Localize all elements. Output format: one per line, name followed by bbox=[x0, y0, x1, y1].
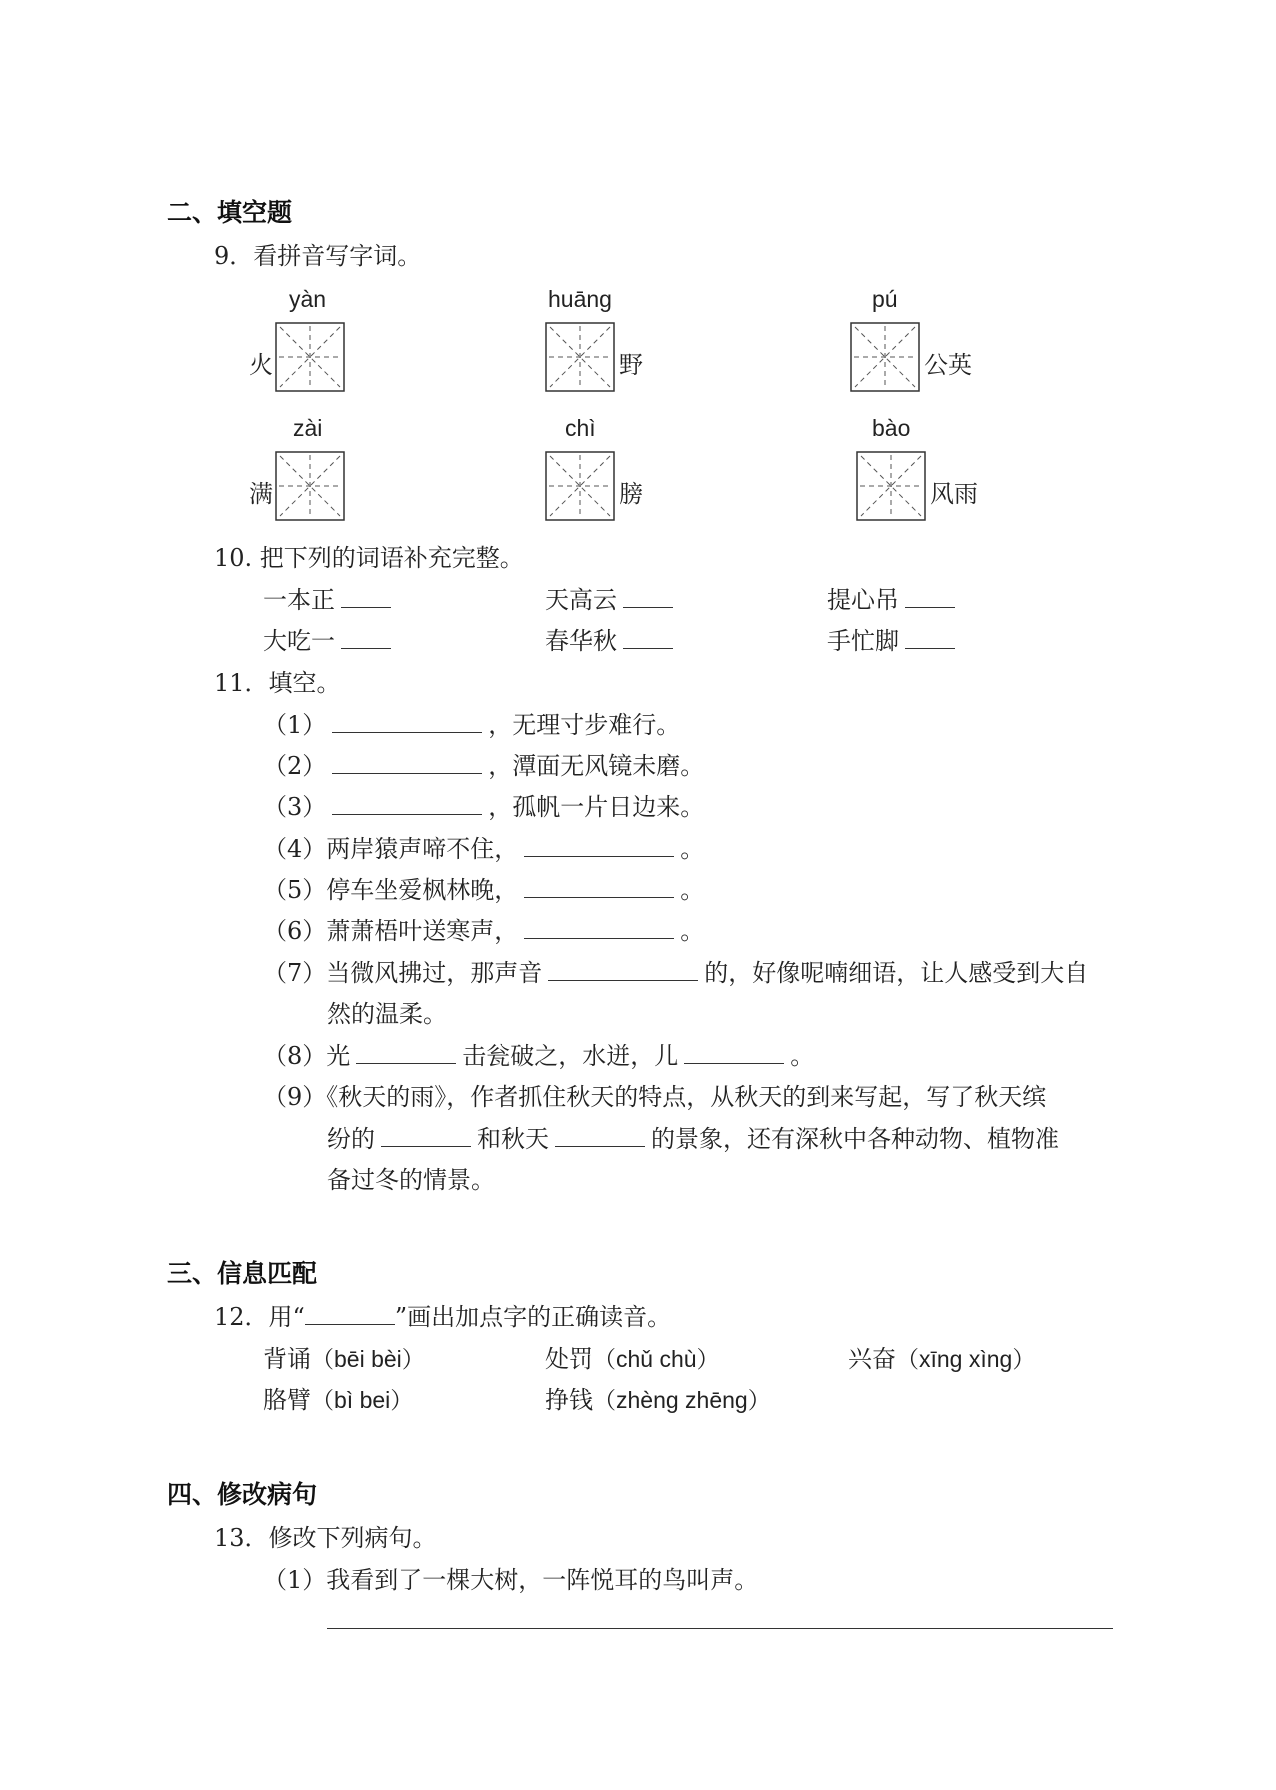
question-11-prompt: 11．填空。 bbox=[214, 669, 341, 697]
answer-blank[interactable] bbox=[623, 585, 673, 608]
item-text: 当微风拂过，那声音 bbox=[326, 959, 543, 987]
item-text: 。 bbox=[790, 1042, 815, 1070]
word: 胳臂 bbox=[263, 1386, 311, 1414]
item-number: （7） bbox=[263, 959, 327, 987]
idiom-text: 天高云 bbox=[545, 586, 617, 614]
pinyin: chì bbox=[565, 415, 596, 441]
char-before: 满 bbox=[249, 480, 273, 508]
word: 背诵 bbox=[263, 1345, 311, 1373]
answer-blank[interactable] bbox=[332, 792, 482, 815]
word: 挣钱 bbox=[545, 1386, 593, 1414]
fill-item bbox=[263, 705, 680, 740]
answer-blank[interactable] bbox=[905, 585, 955, 608]
question-13-prompt: 13．修改下列病句。 bbox=[214, 1524, 437, 1552]
reading-item bbox=[263, 1380, 413, 1415]
answer-blank[interactable] bbox=[356, 1041, 456, 1064]
item-number: （3） bbox=[263, 793, 327, 821]
item-number: （4） bbox=[263, 835, 327, 863]
item-text: 。 bbox=[680, 917, 705, 945]
pinyin: zài bbox=[293, 415, 323, 441]
pinyin: bào bbox=[872, 415, 911, 441]
answer-line[interactable] bbox=[327, 1628, 1113, 1629]
answer-blank[interactable] bbox=[332, 751, 482, 774]
tian-zi-grid-box[interactable] bbox=[545, 322, 615, 392]
underline-sample bbox=[305, 1302, 395, 1325]
pinyin-options[interactable]: （bì bei） bbox=[311, 1387, 414, 1413]
char-before: 火 bbox=[249, 351, 273, 379]
answer-blank[interactable] bbox=[341, 585, 391, 608]
answer-blank[interactable] bbox=[905, 626, 955, 649]
fill-item-continuation bbox=[327, 1119, 1059, 1154]
sentence-item: （1）我看到了一棵大树，一阵悦耳的鸟叫声。 bbox=[263, 1566, 759, 1594]
reading-item bbox=[263, 1339, 425, 1374]
item-number: （5） bbox=[263, 876, 327, 904]
item-text: 。 bbox=[680, 876, 705, 904]
pinyin-options[interactable]: （zhèng zhēng） bbox=[593, 1387, 771, 1413]
idiom-text: 一本正 bbox=[263, 586, 335, 614]
question-9-prompt: 9．看拼音写字词。 bbox=[214, 242, 422, 270]
tian-zi-grid-box[interactable] bbox=[856, 451, 926, 521]
item-text: ，无理寸步难行。 bbox=[488, 711, 681, 739]
item-text: 萧萧梧叶送寒声， bbox=[326, 917, 519, 945]
pinyin: pú bbox=[872, 286, 898, 312]
tian-zi-grid-box[interactable] bbox=[275, 322, 345, 392]
item-text: 的景象，还有深秋中各种动物、植物准 bbox=[651, 1125, 1059, 1153]
answer-blank[interactable] bbox=[684, 1041, 784, 1064]
tian-zi-grid-box[interactable] bbox=[275, 451, 345, 521]
answer-blank[interactable] bbox=[524, 875, 674, 898]
section-heading-fix-sentences: 四、修改病句 bbox=[167, 1480, 318, 1509]
word: 处罚 bbox=[545, 1345, 593, 1373]
tian-zi-grid-box[interactable] bbox=[850, 322, 920, 392]
idiom-item bbox=[827, 621, 961, 656]
item-text: 光 bbox=[326, 1042, 351, 1070]
item-text: 纷的 bbox=[327, 1125, 375, 1153]
item-number: （2） bbox=[263, 752, 327, 780]
prompt-text: 12．用“ bbox=[214, 1303, 305, 1331]
item-text: ，潭面无风镜未磨。 bbox=[488, 752, 705, 780]
item-number: （6） bbox=[263, 917, 327, 945]
item-text: 《秋天的雨》，作者抓住秋天的特点，从秋天的到来写起，写了秋天缤 bbox=[326, 1083, 1047, 1111]
idiom-text: 提心吊 bbox=[827, 586, 899, 614]
item-text: 停车坐爱枫林晚， bbox=[326, 876, 519, 904]
pinyin: yàn bbox=[289, 286, 327, 312]
pinyin-options[interactable]: （bēi bèi） bbox=[311, 1346, 425, 1372]
item-number: （9） bbox=[263, 1083, 327, 1111]
reading-item bbox=[848, 1339, 1035, 1374]
idiom-item bbox=[545, 580, 679, 615]
item-text: 和秋天 bbox=[477, 1125, 549, 1153]
char-after: 公英 bbox=[924, 351, 972, 379]
answer-blank[interactable] bbox=[381, 1124, 471, 1147]
answer-blank[interactable] bbox=[524, 834, 674, 857]
fill-item bbox=[263, 870, 704, 905]
fill-item bbox=[263, 787, 704, 822]
tian-zi-grid-box[interactable] bbox=[545, 451, 615, 521]
fill-item bbox=[263, 746, 704, 781]
question-10-prompt: 10. 把下列的词语补充完整。 bbox=[214, 544, 524, 572]
item-number: （1） bbox=[263, 711, 327, 739]
idiom-text: 大吃一 bbox=[263, 627, 335, 655]
idiom-item bbox=[827, 580, 961, 615]
answer-blank[interactable] bbox=[555, 1124, 645, 1147]
section-heading-fill-blanks: 二、填空题 bbox=[167, 198, 293, 227]
fill-item-continuation: 备过冬的情景。 bbox=[327, 1166, 495, 1194]
idiom-text: 春华秋 bbox=[545, 627, 617, 655]
pinyin-options[interactable]: （chǔ chù） bbox=[593, 1346, 720, 1372]
item-text: 击瓮破之，水迸，儿 bbox=[462, 1042, 679, 1070]
fill-item bbox=[263, 829, 704, 864]
answer-blank[interactable] bbox=[623, 626, 673, 649]
answer-blank[interactable] bbox=[332, 710, 482, 733]
word: 兴奋 bbox=[848, 1345, 896, 1373]
answer-blank[interactable] bbox=[548, 958, 698, 981]
reading-item bbox=[545, 1339, 720, 1374]
fill-item bbox=[263, 1077, 1046, 1112]
idiom-item bbox=[545, 621, 679, 656]
item-text: 两岸猿声啼不住， bbox=[326, 835, 519, 863]
item-text: 。 bbox=[680, 835, 705, 863]
item-text: ，孤帆一片日边来。 bbox=[488, 793, 705, 821]
question-12-prompt bbox=[214, 1297, 671, 1332]
idiom-item bbox=[263, 580, 397, 615]
char-after: 野 bbox=[619, 351, 643, 379]
answer-blank[interactable] bbox=[341, 626, 391, 649]
char-after: 风雨 bbox=[930, 480, 978, 508]
item-text: 的，好像呢喃细语，让人感受到大自 bbox=[704, 959, 1089, 987]
fill-item bbox=[263, 911, 704, 946]
pinyin: huāng bbox=[548, 286, 612, 312]
fill-item-continuation: 然的温柔。 bbox=[327, 1000, 447, 1028]
idiom-item bbox=[263, 621, 397, 656]
item-number: （8） bbox=[263, 1042, 327, 1070]
idiom-text: 手忙脚 bbox=[827, 627, 899, 655]
char-after: 膀 bbox=[619, 480, 643, 508]
answer-blank[interactable] bbox=[524, 916, 674, 939]
fill-item bbox=[263, 953, 1088, 988]
prompt-text: ”画出加点字的正确读音。 bbox=[394, 1303, 672, 1331]
section-heading-info-match: 三、信息匹配 bbox=[167, 1259, 318, 1288]
pinyin-options[interactable]: （xīng xìng） bbox=[896, 1346, 1036, 1372]
reading-item bbox=[545, 1380, 771, 1415]
fill-item bbox=[263, 1036, 814, 1071]
